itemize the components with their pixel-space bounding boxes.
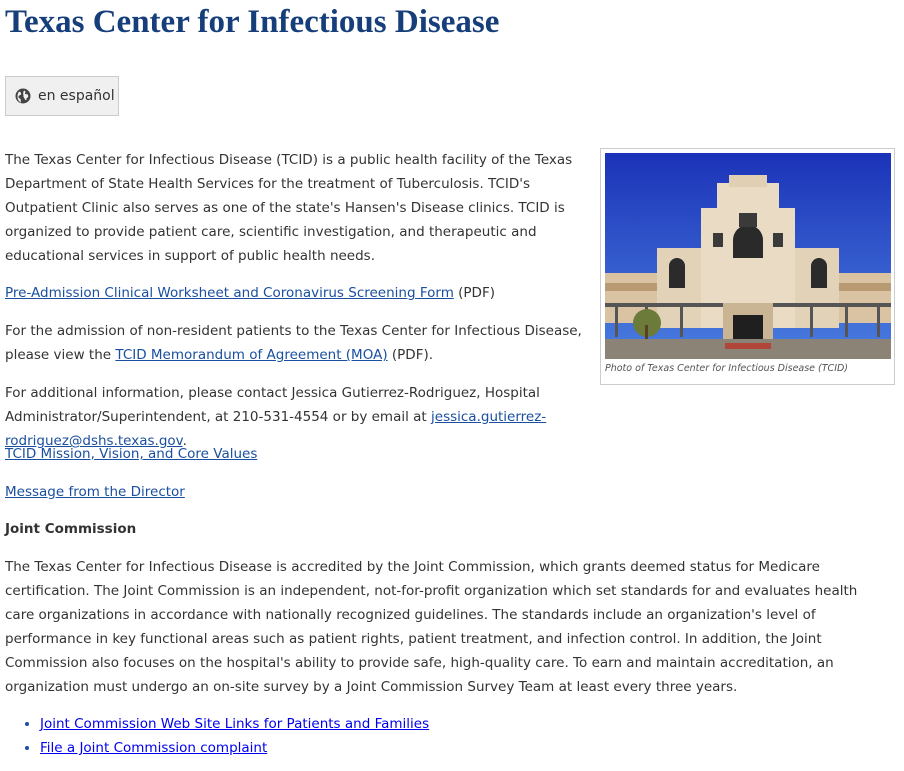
email-link[interactable]: jessica.gutierrez-rodriguez@dshs.texas.gov bbox=[5, 409, 547, 449]
spanish-language-button[interactable] bbox=[5, 76, 119, 116]
globe-icon bbox=[15, 88, 31, 104]
admission-paragraph bbox=[5, 319, 595, 367]
page-title: Texas Center for Infectious Disease bbox=[5, 4, 500, 40]
tcid-photo-figure bbox=[600, 148, 895, 385]
spanish-language-label: en español bbox=[38, 88, 115, 104]
jc-complaint-link[interactable]: File a Joint Commission complaint bbox=[40, 740, 268, 756]
preadmission-worksheet-link[interactable]: Pre-Admission Clinical Worksheet and Coronavirus Screening Form bbox=[5, 285, 454, 301]
jc-patients-families-link[interactable]: Joint Commission Web Site Links for Patients and Families bbox=[40, 716, 430, 732]
admission-text: For the admission of non-resident patients to the Texas Center for Infectious Disease, please view the bbox=[5, 323, 582, 363]
admission-suffix: (PDF). bbox=[387, 347, 434, 363]
moa-link[interactable]: TCID Memorandum of Agreement (MOA) bbox=[115, 347, 388, 363]
tcid-building-photo bbox=[605, 153, 891, 359]
preadmission-paragraph bbox=[5, 281, 605, 305]
contact-text: For additional information, please contact Jessica Gutierrez-Rodriguez, Hospital Administrator/Superintendent, at 210-531-4554 or by email at bbox=[5, 385, 540, 425]
mission-paragraph bbox=[5, 442, 257, 466]
list-item bbox=[40, 712, 429, 736]
joint-commission-heading: Joint Commission bbox=[5, 521, 137, 537]
contact-suffix: . bbox=[182, 433, 187, 449]
joint-commission-link-list bbox=[18, 712, 429, 760]
list-item bbox=[40, 736, 429, 760]
joint-commission-paragraph: The Texas Center for Infectious Disease is accredited by the Joint Commission, which grants deemed status for Medicare certification. The Joint Commission is an independent, not-for-profit organization which set standards for and evaluates health care organizations in accordance with nationally recognized guidelines. The standards include an organization's level of performance in key functional areas such as patient rights, patient treatment, and infection control. In addition, the Joint Commission also focuses on the hospital's ability to provide safe, high-quality care. To earn and maintain accreditation, an organization must undergo an on-site survey by a Joint Commission Survey Team at least every three years. bbox=[5, 559, 858, 695]
photo-caption: Photo of Texas Center for Infectious Disease (TCID) bbox=[605, 363, 849, 374]
director-message-link[interactable]: Message from the Director bbox=[5, 484, 185, 500]
intro-paragraph: The Texas Center for Infectious Disease (TCID) is a public health facility of the Texas Department of State Health Services for the treatment of Tuberculosis. TCID's Outpatient Clinic also serves as one of the state's Hansen's Disease clinics. TCID is organized to provide patient care, scientific investigation, and therapeutic and educational services in support of public health needs. bbox=[5, 152, 573, 264]
preadmission-suffix: (PDF) bbox=[453, 285, 495, 301]
director-paragraph bbox=[5, 480, 185, 504]
mission-vision-link[interactable]: TCID Mission, Vision, and Core Values bbox=[5, 446, 258, 462]
